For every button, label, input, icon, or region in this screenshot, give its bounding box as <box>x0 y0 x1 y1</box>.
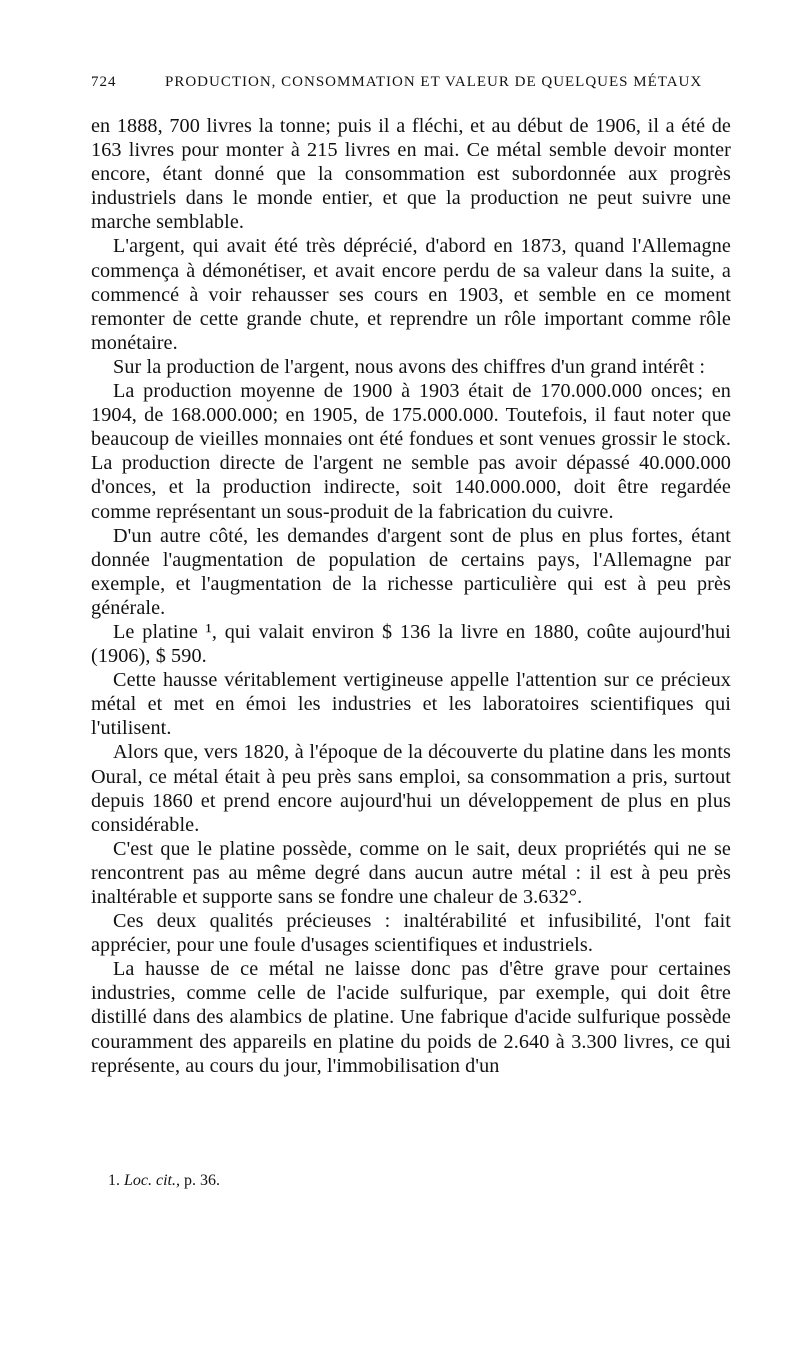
paragraph-platinum-industry: La hausse de ce métal ne laisse donc pas d'être grave pour certaines industries, comme celle de l'acide sulfurique, par exemple, qui doit être distillé dans des alambics de platine. Une fabrique d'acide sulfurique possède couramment des appareils en platine du poids de 2.640 à 3.300 livres, ce qui représente, au cours du jour, l'immobilisation d'un <box>91 958 731 1077</box>
paragraph-continuation: en 1888, 700 livres la tonne; puis il a fléchi, et au début de 1906, il a été de 163 livres pour monter à 215 livres en mai. Ce métal semble devoir monter encore, étant donné que la consommation est subordonnée aux progrès industriels dans le monde entier, et que la production ne peut suivre une marche semblable. <box>91 115 731 234</box>
footnote-reference: Loc. cit., <box>124 1172 180 1189</box>
footnote <box>108 1172 220 1190</box>
page-header <box>91 74 719 98</box>
footnote-page: p. 36. <box>184 1172 220 1189</box>
paragraph-silver-figures-intro: Sur la production de l'argent, nous avons des chiffres d'un grand intérêt : <box>113 355 706 378</box>
paragraph-platinum-properties: C'est que le platine possède, comme on le sait, deux propriétés qui ne se rencontrent pas au même degré dans aucun autre métal : il est à peu près inaltérable et supporte sans se fondre une chaleur de 3.632°. <box>91 837 731 908</box>
paragraph-platinum-price: Le platine ¹, qui valait environ $ 136 la livre en 1880, coûte aujourd'hui (1906), $ 590. <box>91 620 731 668</box>
paragraph-platinum-qualities: Ces deux qualités précieuses : inaltérabilité et infusibilité, l'ont fait apprécier, pour une foule d'usages scientifiques et industriels. <box>91 910 731 957</box>
running-title: PRODUCTION, CONSOMMATION ET VALEUR DE QUELQUES MÉTAUX <box>165 74 703 90</box>
paragraph-silver-production: La production moyenne de 1900 à 1903 était de 170.000.000 onces; en 1904, de 168.000.000; en 1905, de 175.000.000. Toutefois, il faut noter que beaucoup de vieilles monnaies ont été fondues et sont venues grossir le stock. La production directe de l'argent ne semble pas avoir dépassé 40.000.000 d'onces, et la production indirecte, soit 140.000.000, doit être regardée comme représentant un sous-produit de la fabrication du cuivre. <box>91 380 731 523</box>
body-text <box>91 114 731 1078</box>
page-number: 724 <box>91 74 117 90</box>
paragraph-silver-demand: D'un autre côté, les demandes d'argent sont de plus en plus fortes, étant donnée l'augmentation de population de certains pays, l'Allemagne par exemple, et l'augmentation de la richesse particulière qui est à peu près générale. <box>91 524 731 619</box>
paragraph-platinum-history: Alors que, vers 1820, à l'époque de la découverte du platine dans les monts Oural, ce métal était à peu près sans emploi, sa consommation a pris, surtout depuis 1860 et prend encore aujourd'hui un développement de plus en plus considérable. <box>91 741 731 836</box>
footnote-number: 1. <box>108 1172 120 1189</box>
paragraph-platinum-rise: Cette hausse véritablement vertigineuse appelle l'attention sur ce précieux métal et met en émoi les industries et les laboratoires scientifiques qui l'utilisent. <box>91 669 731 740</box>
paragraph-silver-depreciation: L'argent, qui avait été très déprécié, d'abord en 1873, quand l'Allemagne commença à démonétiser, et avait encore perdu de sa valeur dans la suite, a commencé à voir rehausser ses cours en 1903, et semble en ce moment remonter de cette grande chute, et reprendre un rôle important comme rôle monétaire. <box>91 235 731 354</box>
